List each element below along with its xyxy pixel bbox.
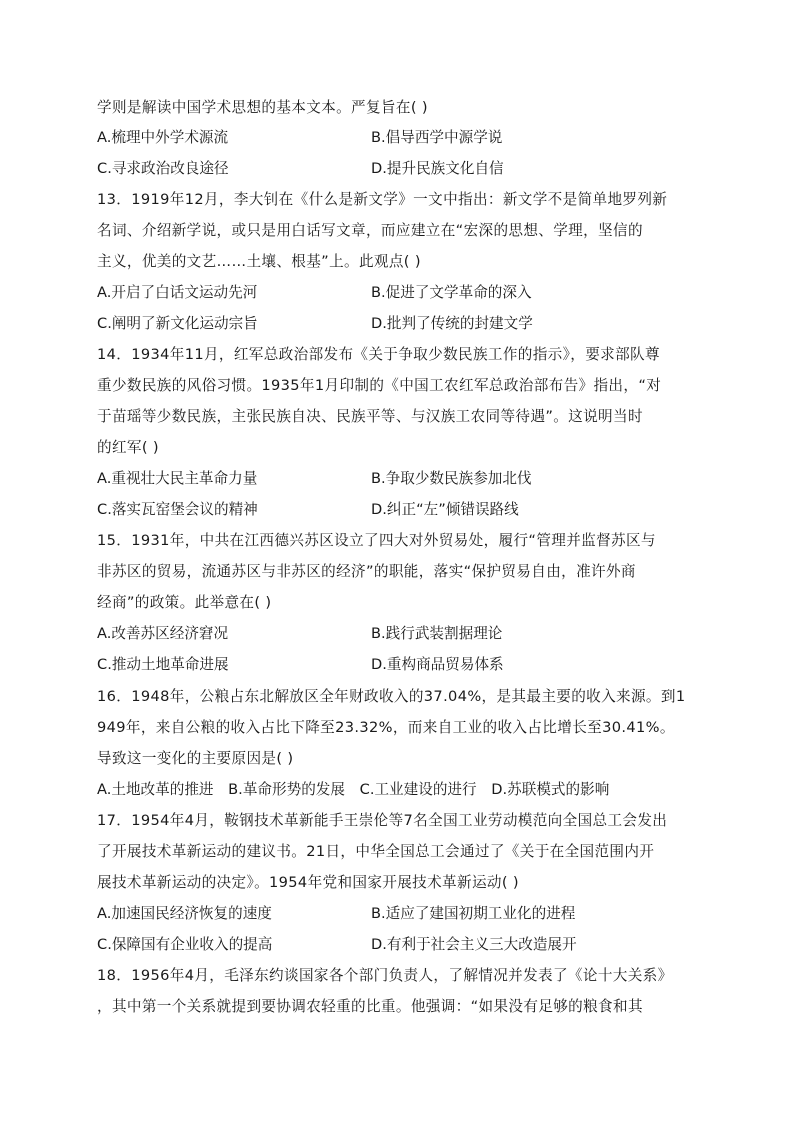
q16-option-b[interactable]: B.革命形势的发展: [228, 781, 345, 798]
q14-stem-line4: 的红军( ): [97, 439, 159, 456]
q15-option-a[interactable]: A.改善苏区经济窘况: [97, 625, 229, 642]
q14-stem-line2: 重少数民族的风俗习惯。1935年1月印制的《中国工农红军总政治部布告》指出，“对: [97, 377, 662, 394]
q14-option-c[interactable]: C.落实瓦窑堡会议的精神: [97, 501, 258, 518]
q13-stem-line2: 名词、介绍新学说，或只是用白话写文章，而应建立在“宏深的思想、学理，坚信的: [97, 222, 643, 239]
q12-option-a[interactable]: A.梳理中外学术源流: [97, 129, 229, 146]
q17-stem-line3: 展技术革新运动的决定》。1954年党和国家开展技术革新运动( ): [97, 874, 519, 891]
q17-option-c[interactable]: C.保障国有企业收入的提高: [97, 936, 273, 953]
q16-option-a[interactable]: A.土地改革的推进: [97, 781, 214, 798]
q14-option-b[interactable]: B.争取少数民族参加北伐: [371, 470, 532, 487]
q15-option-c[interactable]: C.推动土地革命进展: [97, 656, 229, 673]
q14-stem-line3: 于苗瑶等少数民族，主张民族自决、民族平等、与汉族工农同等待遇”。这说明当时: [97, 408, 643, 425]
q13-option-a[interactable]: A.开启了白话文运动先河: [97, 284, 258, 301]
q13-option-c[interactable]: C.阐明了新文化运动宗旨: [97, 315, 258, 332]
q16-stem-line3: 导致这一变化的主要原因是( ): [97, 750, 294, 767]
q17-option-b[interactable]: B.适应了建国初期工业化的进程: [371, 905, 576, 922]
q16-stem-line2: 949年，来自公粮的收入占比下降至23.32%，而来自工业的收入占比增长至30.41%。: [97, 719, 675, 736]
q14-stem-line1: 14．1934年11月，红军总政治部发布《关于争取少数民族工作的指示》，要求部队尊: [97, 346, 660, 363]
q15-option-d[interactable]: D.重构商品贸易体系: [371, 656, 504, 673]
q15-stem-line3: 经商”的政策。此举意在( ): [97, 594, 272, 611]
q14-option-d[interactable]: D.纠正“左”倾错误路线: [371, 501, 519, 518]
q14-option-a[interactable]: A.重视壮大民主革命力量: [97, 470, 258, 487]
q12-option-b[interactable]: B.倡导西学中源学说: [371, 129, 503, 146]
q15-stem-line2: 非苏区的贸易，流通苏区与非苏区的经济”的职能，落实“保护贸易自由，准许外商: [97, 563, 636, 580]
q13-stem-line1: 13．1919年12月，李大钊在《什么是新文学》一文中指出：新文学不是简单地罗列新: [97, 191, 668, 208]
q12-option-d[interactable]: D.提升民族文化自信: [371, 160, 504, 177]
q15-stem-line1: 15．1931年，中共在江西德兴苏区设立了四大对外贸易处，履行“管理并监督苏区与: [97, 532, 656, 549]
q13-stem-line3: 主义，优美的文艺……土壤、根基”上。此观点( ): [97, 253, 421, 270]
q18-stem-line1: 18．1956年4月，毛泽东约谈国家各个部门负责人，了解情况并发表了《论十大关系》: [97, 967, 673, 984]
q12-stem-tail: 学则是解读中国学术思想的基本文本。严复旨在( ): [97, 99, 428, 116]
q16-option-d[interactable]: D.苏联模式的影响: [491, 781, 610, 798]
q16-options-row: [97, 779, 619, 801]
q18-stem-line2: ，其中第一个关系就提到要协调农轻重的比重。他强调：“如果没有足够的粮食和其: [97, 998, 643, 1015]
q17-stem-line1: 17．1954年4月，鞍钢技术革新能手王崇伦等7名全国工业劳动模范向全国总工会发出: [97, 812, 668, 829]
q13-option-b[interactable]: B.促进了文学革命的深入: [371, 284, 532, 301]
q16-stem-line1: 16．1948年，公粮占东北解放区全年财政收入的37.04%，是其最主要的收入来源。到1: [97, 688, 686, 705]
q16-option-c[interactable]: C.工业建设的进行: [359, 781, 477, 798]
q17-option-a[interactable]: A.加速国民经济恢复的速度: [97, 905, 272, 922]
q17-option-d[interactable]: D.有利于社会主义三大改造展开: [371, 936, 577, 953]
q17-stem-line2: 了开展技术革新运动的建议书。21日，中华全国总工会通过了《关于在全国范围内开: [97, 843, 655, 860]
q13-option-d[interactable]: D.批判了传统的封建文学: [371, 315, 533, 332]
q15-option-b[interactable]: B.践行武装割据理论: [371, 625, 503, 642]
q12-option-c[interactable]: C.寻求政治改良途径: [97, 160, 229, 177]
